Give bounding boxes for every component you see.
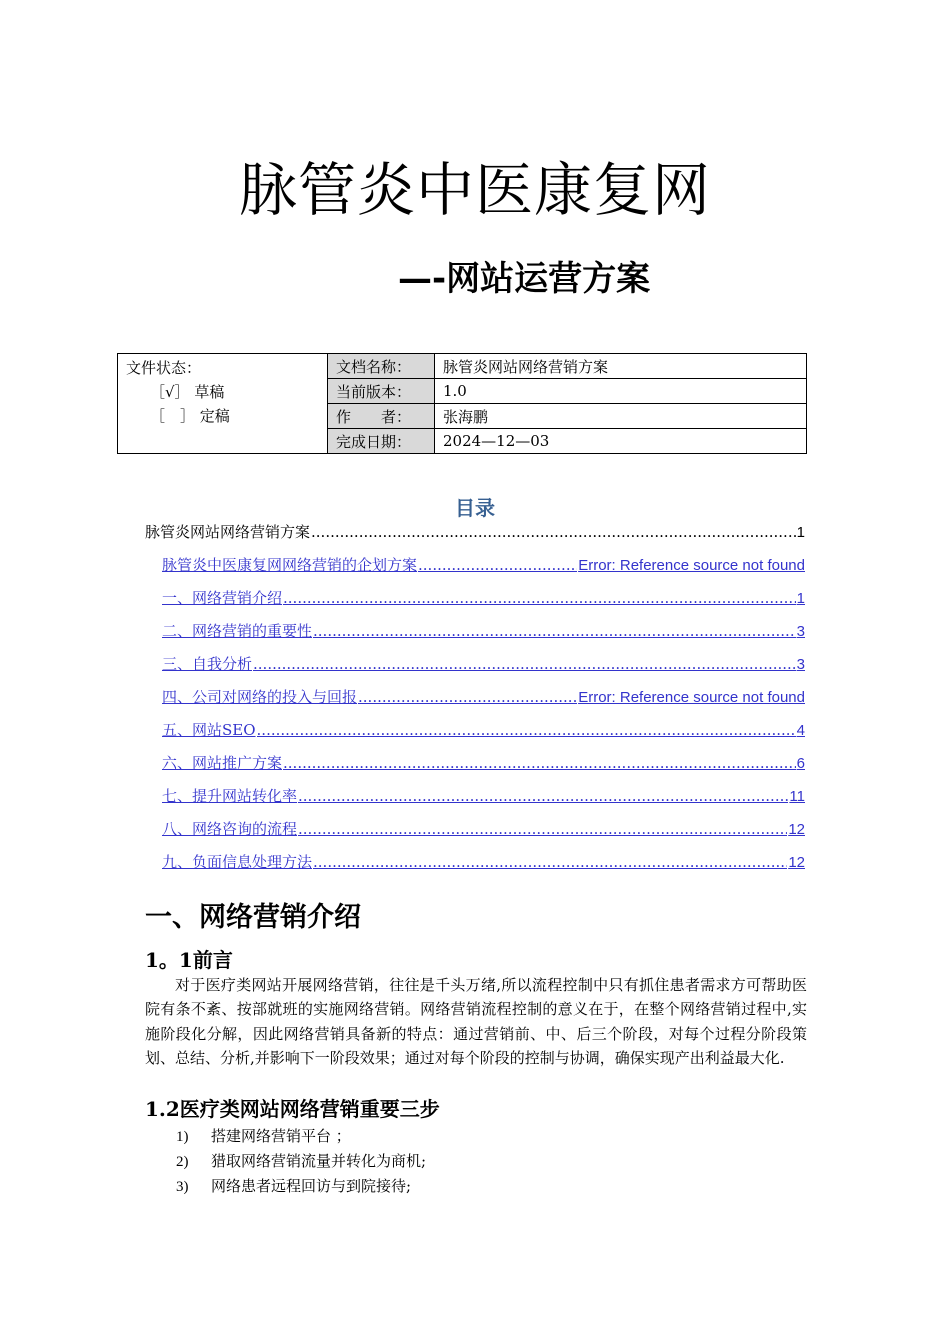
toc-entry-page: 1 xyxy=(796,524,805,541)
toc-entry-page: 12 xyxy=(788,821,805,838)
info-value-doc-name: 脉管炎网站网络营销方案 xyxy=(435,354,807,379)
toc-entry-title: 三、自我分析 xyxy=(162,655,253,673)
toc-leader-dots xyxy=(298,784,788,808)
toc-leader-dots xyxy=(311,520,796,544)
toc-heading: 目录 xyxy=(455,496,495,520)
toc-leader-dots xyxy=(298,817,787,841)
toc-entry-page: Error: Reference source not found xyxy=(578,689,805,706)
toc-leader-dots xyxy=(358,685,577,709)
list-item-text: 猎取网络营销流量并转化为商机; xyxy=(211,1152,427,1170)
toc-leader-dots xyxy=(257,718,796,742)
toc-link[interactable] xyxy=(145,685,805,718)
toc-link[interactable] xyxy=(145,751,805,784)
document-info-table xyxy=(117,353,807,454)
toc-link[interactable] xyxy=(145,619,805,652)
list-item-number: 1) xyxy=(176,1129,189,1145)
toc-entry-title: 一、网络营销介绍 xyxy=(162,589,283,607)
toc-entry-title: 九、负面信息处理方法 xyxy=(162,853,313,871)
toc-leader-dots xyxy=(283,586,796,610)
toc-entry-page: 12 xyxy=(788,854,805,871)
preface-paragraph: 对于医疗类网站开展网络营销，往往是千头万绪,所以流程控制中只有抓住患者需求方可帮助医院有条不紊、按部就班的实施网络营销。网络营销流程控制的意义在于，在整个网络营销过程中,实施阶段化分解，因此网络营销具备新的特点：通过营销前、中、后三个阶段，对每个过程分阶段策划、总结、分析,并影响下一阶段效果；通过对每个阶段的控制与协调，确保实现产出利益最大化. xyxy=(145,976,807,1067)
toc-leader-dots xyxy=(253,652,796,676)
status-option-final: ［ ］ 定稿 xyxy=(150,407,230,425)
toc-entry-page: 4 xyxy=(796,722,805,739)
toc-entry-title: 五、网站SEO xyxy=(162,721,256,739)
toc-entry-title: 七、提升网站转化率 xyxy=(162,787,298,805)
toc-leader-dots xyxy=(313,619,796,643)
toc-entry-title: 脉管炎网站网络营销方案 xyxy=(145,523,311,541)
list-item-text: 搭建网络营销平台 ； xyxy=(211,1127,351,1145)
list-item-number: 2) xyxy=(176,1154,189,1170)
info-value-author: 张海鹏 xyxy=(435,404,807,429)
list-item xyxy=(176,1174,426,1199)
list-item-text: 网络患者远程回访与到院接待; xyxy=(211,1177,412,1195)
info-label-version: 当前版本： xyxy=(328,379,435,404)
info-label-author: 作 者： xyxy=(328,404,435,429)
toc-entry-page: 3 xyxy=(796,656,805,673)
document-title: 脉管炎中医康复网 xyxy=(238,156,711,224)
toc-link[interactable] xyxy=(145,850,805,883)
toc-entry-page: 6 xyxy=(796,755,805,772)
toc-entry-page: 3 xyxy=(796,623,805,640)
toc-entry-title: 六、网站推广方案 xyxy=(162,754,283,772)
toc-link[interactable] xyxy=(145,553,805,586)
toc-entry-page: 11 xyxy=(789,788,805,805)
toc-link[interactable] xyxy=(145,718,805,751)
subsection-heading-preface: 1。1前言 xyxy=(145,948,233,972)
list-item xyxy=(176,1124,426,1149)
toc-leader-dots xyxy=(283,751,796,775)
toc-entry-page: 1 xyxy=(796,590,805,607)
toc-entry-title: 脉管炎中医康复网网络营销的企划方案 xyxy=(162,556,418,574)
list-item xyxy=(176,1149,426,1174)
status-option-draft: ［√］ 草稿 xyxy=(150,383,225,401)
status-cell xyxy=(118,354,328,454)
info-label-doc-name: 文档名称： xyxy=(328,354,435,379)
toc-leader-dots xyxy=(313,850,787,874)
steps-list xyxy=(176,1124,426,1199)
toc-entry-title: 八、网络咨询的流程 xyxy=(162,820,298,838)
toc-link[interactable] xyxy=(145,784,805,817)
toc-entry-page: Error: Reference source not found xyxy=(578,557,805,574)
status-label: 文件状态： xyxy=(126,359,202,377)
toc-leader-dots xyxy=(418,553,577,577)
section-heading: 一、网络营销介绍 xyxy=(145,902,361,933)
table-of-contents xyxy=(145,520,805,883)
info-value-date: 2024—12—03 xyxy=(435,429,807,454)
toc-entry[interactable] xyxy=(145,520,805,553)
info-label-date: 完成日期： xyxy=(328,429,435,454)
toc-link[interactable] xyxy=(145,652,805,685)
document-subtitle: —-网站运营方案 xyxy=(398,259,651,299)
toc-link[interactable] xyxy=(145,817,805,850)
toc-entry-title: 二、网络营销的重要性 xyxy=(162,622,313,640)
info-value-version: 1.0 xyxy=(435,379,807,404)
toc-link[interactable] xyxy=(145,586,805,619)
list-item-number: 3) xyxy=(176,1179,189,1195)
subsection-heading-three-steps: 1.2医疗类网站网络营销重要三步 xyxy=(145,1097,440,1121)
toc-entry-title: 四、公司对网络的投入与回报 xyxy=(162,688,358,706)
